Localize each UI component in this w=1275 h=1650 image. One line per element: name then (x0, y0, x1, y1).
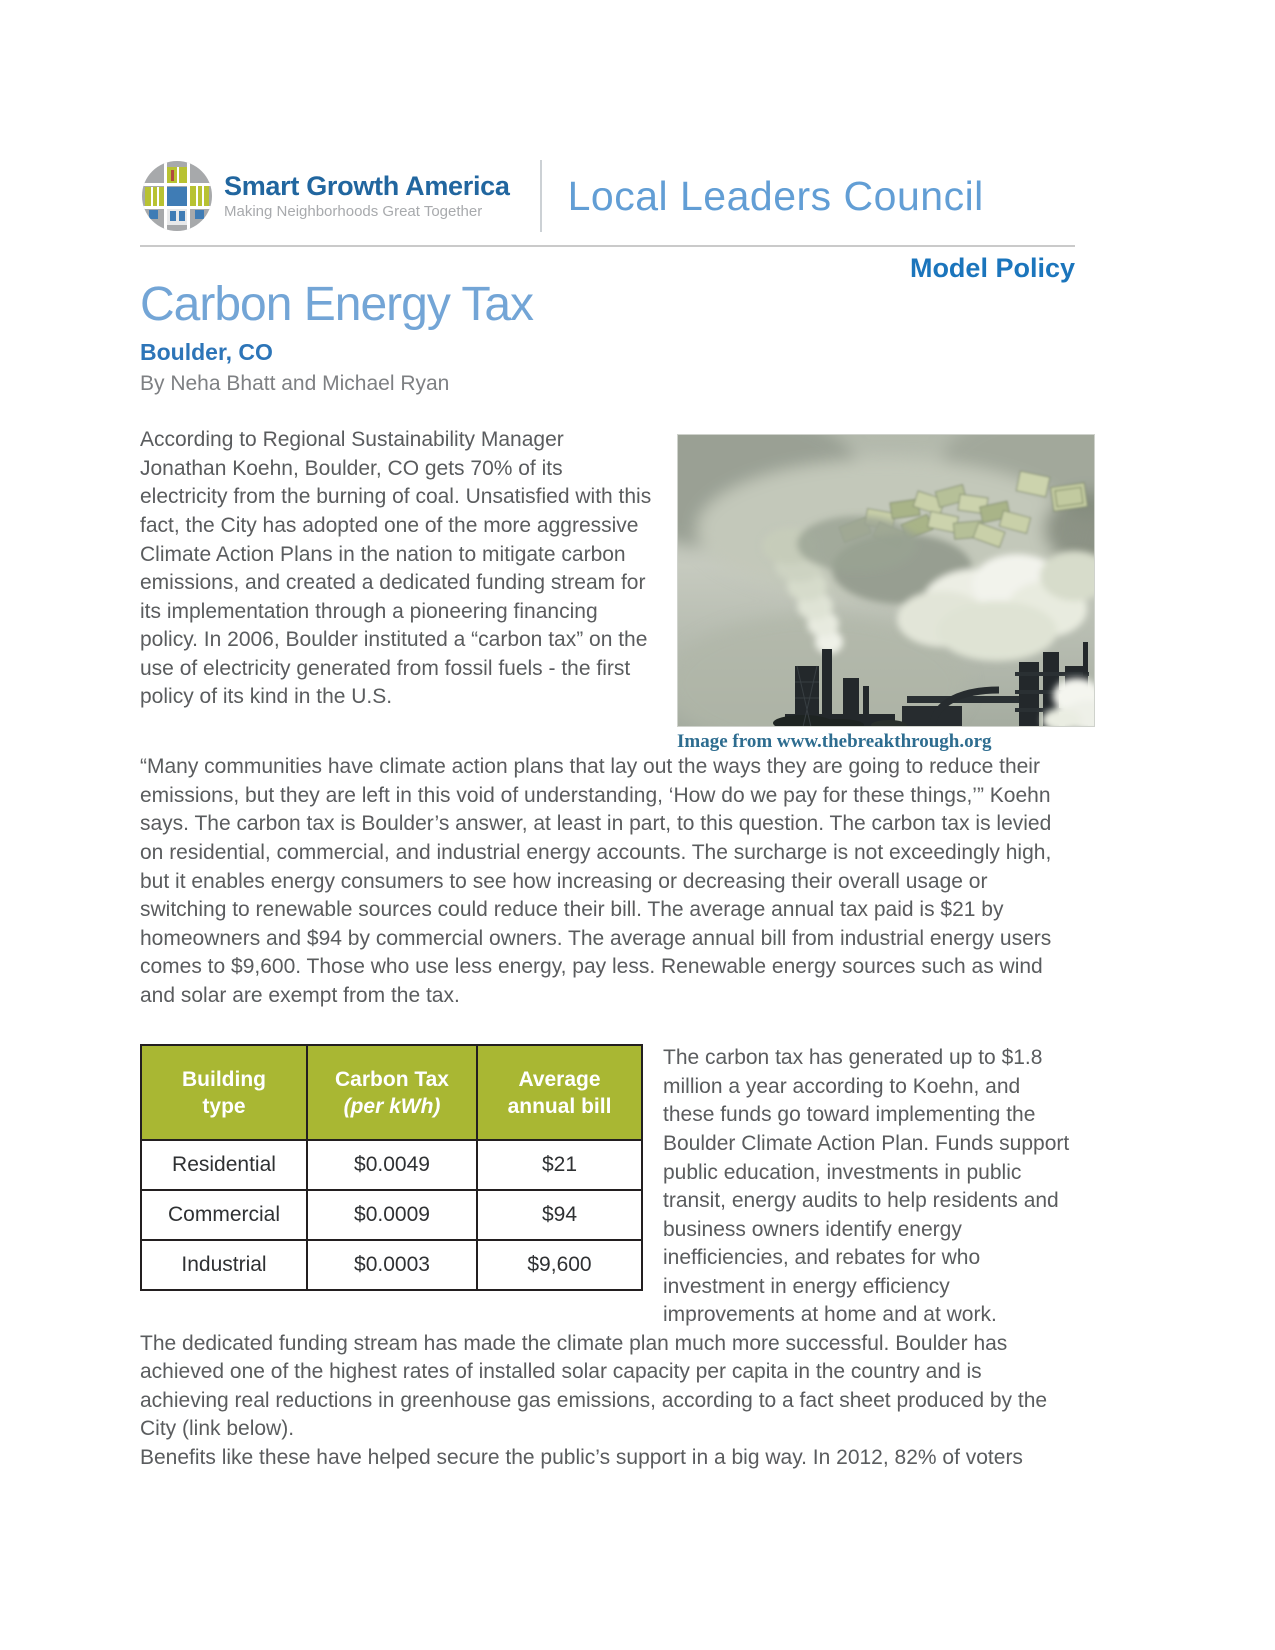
table-row (141, 1140, 642, 1190)
cell-carbon-tax: $0.0003 (307, 1240, 477, 1290)
cell-average-bill: $9,600 (477, 1240, 642, 1290)
intro-paragraph: According to Regional Sustainability Manager Jonathan Koehn, Boulder, CO gets 70% of its electricity from the burning of coal. Unsatisfied with this fact, the City has adopted one of the more aggressive Climate Action Plans in the nation to mitigate carbon emissions, and created a dedicated funding stream for its implementation through a pioneering financing policy. In 2006, Boulder instituted a “carbon tax” on the use of electricity generated from fossil fuels - the first policy of its kind in the U.S. (140, 428, 652, 709)
cell-carbon-tax: $0.0009 (307, 1190, 477, 1240)
cell-carbon-tax: $0.0049 (307, 1140, 477, 1190)
byline: By Neha Bhatt and Michael Ryan (140, 372, 450, 396)
smokestacks-money-image (677, 434, 1095, 727)
council-title: Local Leaders Council (567, 172, 984, 219)
table-row (141, 1190, 642, 1240)
brand-text (224, 172, 510, 220)
col-header-average-bill (477, 1045, 642, 1140)
brand-name: Smart Growth America (224, 170, 510, 201)
smokestacks-figure (677, 434, 1095, 753)
page-content (140, 155, 1075, 1473)
cell-building-type: Residential (141, 1140, 307, 1190)
page-subtitle: Boulder, CO (140, 339, 273, 366)
col-header-carbon-tax (307, 1045, 477, 1140)
header-line: Average (518, 1067, 601, 1091)
header-line: annual bill (507, 1094, 612, 1118)
header-line: Building (182, 1067, 266, 1091)
image-caption: Image from www.thebreakthrough.org (677, 731, 992, 753)
col-header-building-type (141, 1045, 307, 1140)
table-header-row (141, 1045, 642, 1140)
funding-paragraph: The dedicated funding stream has made the climate plan much more successful. Boulder has achieved one of the highest rates of installed solar capacity per capita in the country and is achieving real reductions in greenhouse gas emissions, according to a fact sheet produced by the City (link below). (140, 1331, 1048, 1441)
intro-section (140, 426, 1075, 753)
brand-block (140, 159, 510, 233)
header-divider (540, 160, 542, 232)
header-line: Carbon Tax (335, 1067, 449, 1091)
header (140, 155, 1075, 237)
cell-building-type: Industrial (141, 1240, 307, 1290)
brand-tagline: Making Neighborhoods Great Together (224, 203, 483, 221)
quote-paragraph: “Many communities have climate action plans that lay out the ways they are going to reduce their emissions, but they are left in this void of understanding, ‘How do we pay for these things,’” Koehn says. The carbon tax is Boulder’s answer, at least in part, to this question. The carbon tax is levied on residential, commercial, and industrial energy accounts. The surcharge is not exceedingly high, but it enables energy consumers to see how increasing or decreasing their overall usage or switching to renewable sources could reduce their bill. The average annual tax paid is $21 by homeowners and $94 by commercial owners. The average annual bill from industrial energy users comes to $9,600. Those who use less energy, pay less. Renewable energy sources such as wind and solar are exempt from the tax. (140, 755, 1052, 1007)
cell-average-bill: $21 (477, 1140, 642, 1190)
carbon-tax-table (140, 1044, 643, 1291)
smart-growth-america-logo-icon (140, 159, 214, 233)
page-title: Carbon Energy Tax (140, 278, 534, 331)
header-rule (140, 245, 1075, 247)
cell-building-type: Commercial (141, 1190, 307, 1240)
table-row (141, 1240, 642, 1290)
model-policy-label: Model Policy (909, 253, 1075, 283)
header-line: type (202, 1094, 246, 1118)
cell-average-bill: $94 (477, 1190, 642, 1240)
header-line: (per kWh) (343, 1094, 441, 1118)
table-section (140, 1044, 1075, 1329)
benefits-paragraph: Benefits like these have helped secure the public’s support in a big way. In 2012, 82% of voters (140, 1445, 1023, 1469)
side-paragraph: The carbon tax has generated up to $1.8 million a year according to Koehn, and these funds go toward implementing the Boulder Climate Action Plan. Funds support public education, investments in public transit, energy audits to help residents and business owners identify energy inefficiencies, and rebates for who investment in energy efficiency improvements at home and at work. (663, 1046, 1070, 1327)
